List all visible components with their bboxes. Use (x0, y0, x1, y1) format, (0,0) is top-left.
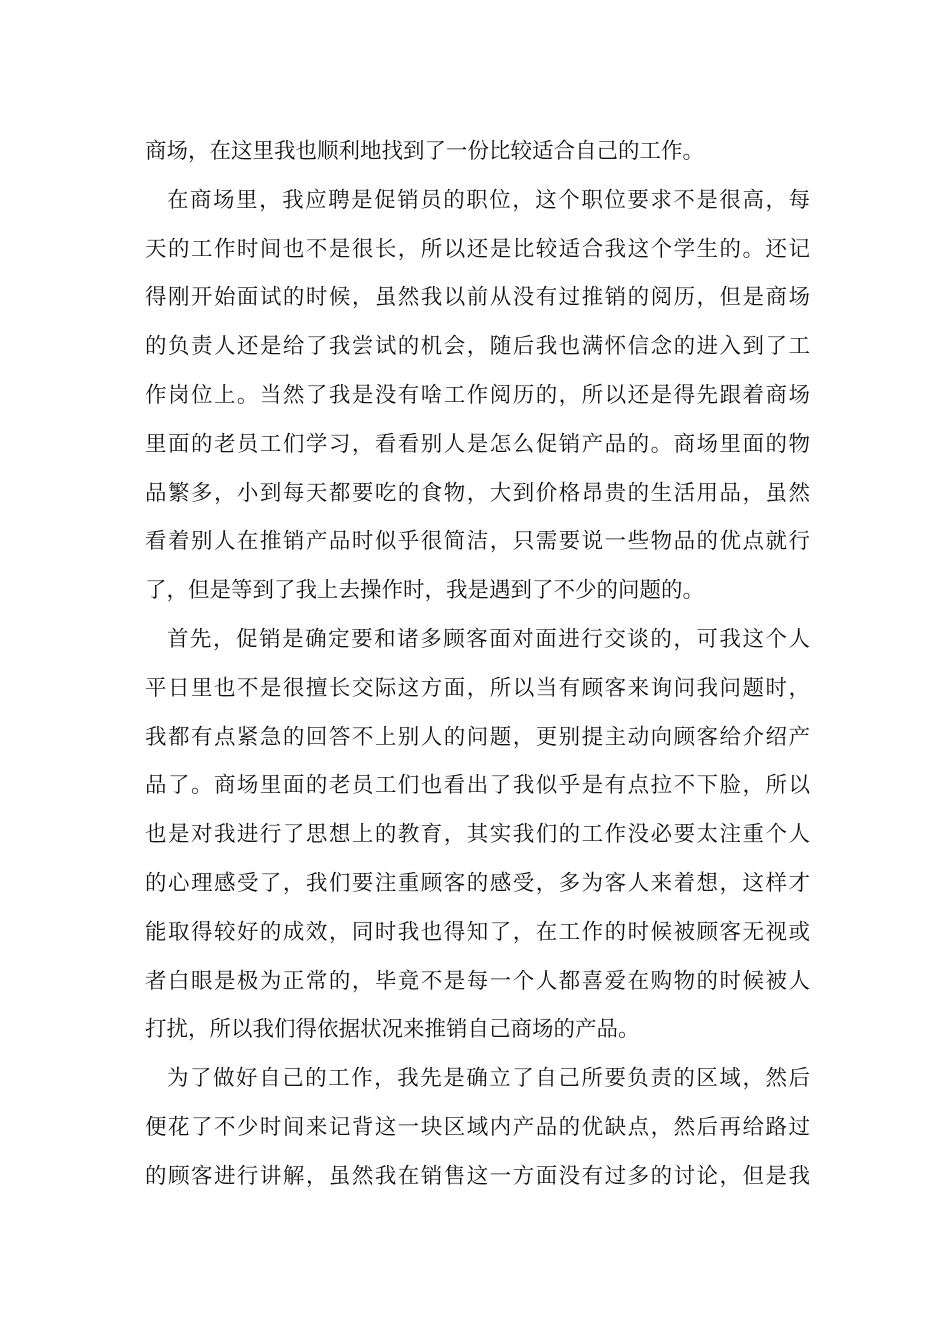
text-line: 的心理感受了，我们要注重顾客的感受，多为客人来着想，这样才 (145, 870, 810, 896)
text-line: 为了做好自己的工作，我先是确立了自己所要负责的区域，然后 (167, 1066, 810, 1092)
text-line: 的负责人还是给了我尝试的机会，随后我也满怀信念的进入到了工 (145, 334, 810, 360)
text-line: 作岗位上。当然了我是没有啥工作阅历的，所以还是得先跟着商场 (145, 382, 810, 408)
text-line: 便花了不少时间来记背这一块区域内产品的优缺点，然后再给路过 (145, 1114, 810, 1140)
text-line: 首先，促销是确定要和诸多顾客面对面进行交谈的，可我这个人 (167, 626, 810, 652)
text-line: 天的工作时间也不是很长，所以还是比较适合我这个学生的。还记 (145, 236, 810, 262)
text-line: 看着别人在推销产品时似乎很简洁，只需要说一些物品的优点就行 (145, 529, 810, 555)
text-line: 了，但是等到了我上去操作时，我是遇到了不少的问题的。 (145, 578, 705, 604)
text-line: 的顾客进行讲解，虽然我在销售这一方面没有过多的讨论，但是我 (145, 1163, 810, 1189)
text-line: 品了。商场里面的老员工们也看出了我似乎是有点拉不下脸，所以 (145, 773, 810, 799)
text-line: 打扰，所以我们得依据状况来推销自己商场的产品。 (145, 1017, 640, 1043)
text-line: 商场，在这里我也顺利地找到了一份比较适合自己的工作。 (145, 139, 705, 164)
text-line: 平日里也不是很擅长交际这方面，所以当有顾客来询问我问题时， (145, 675, 810, 701)
text-line: 也是对我进行了思想上的教育，其实我们的工作没必要太注重个人 (145, 822, 810, 848)
text-line: 者白眼是极为正常的，毕竟不是每一个人都喜爱在购物的时候被人 (145, 968, 810, 994)
text-line: 里面的老员工们学习，看看别人是怎么促销产品的。商场里面的物 (145, 431, 810, 457)
body-text (145, 128, 810, 1202)
text-line: 品繁多，小到每天都要吃的食物，大到价格昂贵的生活用品，虽然 (145, 480, 810, 506)
text-line: 我都有点紧急的回答不上别人的问题，更别提主动向顾客给介绍产 (145, 724, 810, 750)
text-line: 得刚开始面试的时候，虽然我以前从没有过推销的阅历，但是商场 (145, 285, 810, 311)
text-line: 能取得较好的成效，同时我也得知了，在工作的时候被顾客无视或 (145, 919, 810, 945)
text-line: 在商场里，我应聘是促销员的职位，这个职位要求不是很高，每 (167, 187, 810, 213)
